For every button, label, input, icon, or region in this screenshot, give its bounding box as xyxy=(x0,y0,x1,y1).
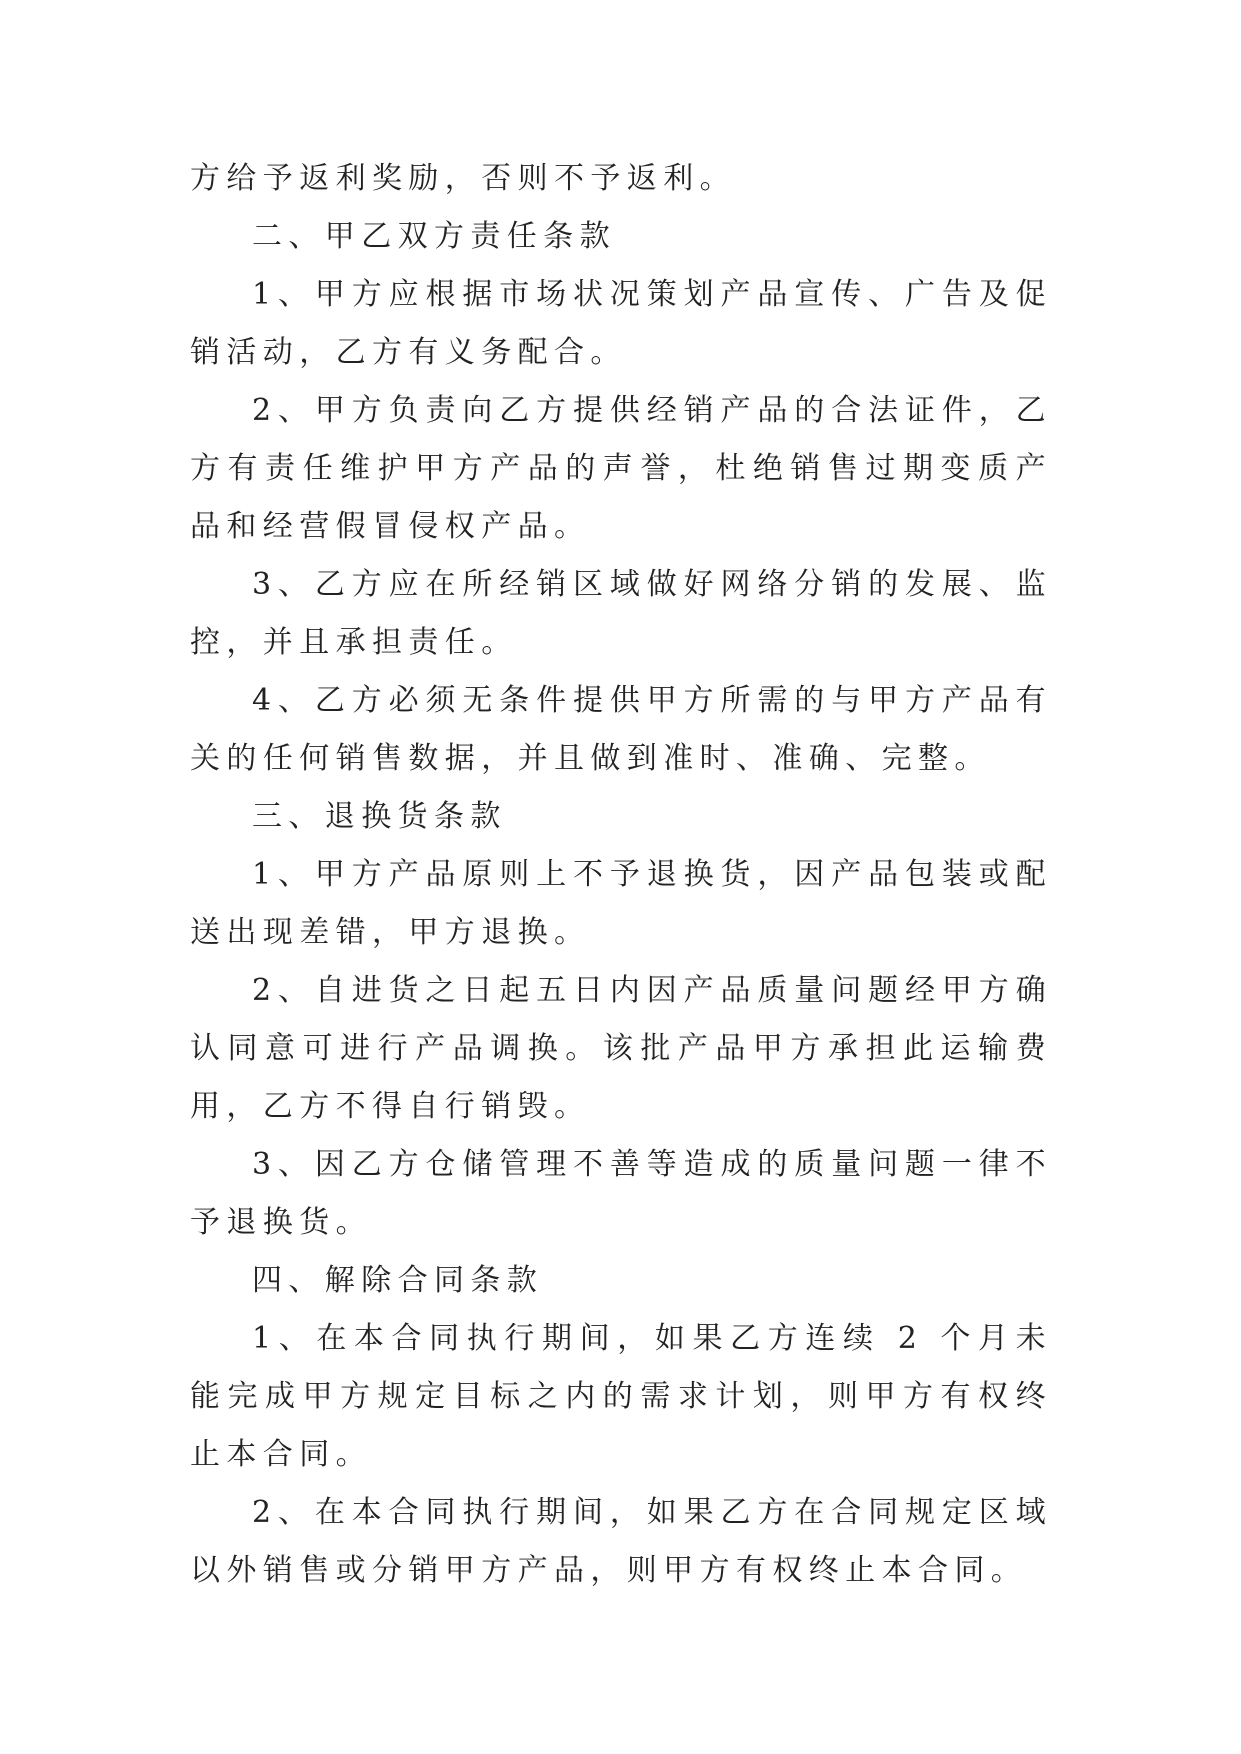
section-heading-returns: 三、退换货条款 xyxy=(252,799,507,834)
clause-region-violation: 2、在本合同执行期间，如果乙方在合同规定区域以外销售或分销甲方产品，则甲方有权终止本合同。 xyxy=(190,1495,1052,1588)
section-heading-responsibilities: 二、甲乙双方责任条款 xyxy=(252,219,616,254)
contract-body xyxy=(190,150,1052,1600)
clause-sales-data: 4、乙方必须无条件提供甲方所需的与甲方产品有关的任何销售数据，并且做到准时、准确、完整。 xyxy=(190,683,1052,776)
clause-no-returns: 1、甲方产品原则上不予退换货，因产品包装或配送出现差错，甲方退换。 xyxy=(190,857,1052,950)
clause-certificates: 2、甲方负责向乙方提供经销产品的合法证件，乙方有责任维护甲方产品的声誉，杜绝销售过期变质产品和经营假冒侵权产品。 xyxy=(190,393,1052,544)
clause-target-failure: 1、在本合同执行期间，如果乙方连续 2 个月未能完成甲方规定目标之内的需求计划，则甲方有权终止本合同。 xyxy=(190,1321,1052,1472)
clause-distribution-network: 3、乙方应在所经销区域做好网络分销的发展、监控，并且承担责任。 xyxy=(190,567,1052,660)
clause-promotion: 1、甲方应根据市场状况策划产品宣传、广告及促销活动，乙方有义务配合。 xyxy=(190,277,1052,370)
paragraph-rebate-continuation: 方给予返利奖励，否则不予返利。 xyxy=(190,161,736,196)
clause-storage-issues: 3、因乙方仓储管理不善等造成的质量问题一律不予退换货。 xyxy=(190,1147,1052,1240)
section-heading-termination: 四、解除合同条款 xyxy=(252,1263,544,1298)
clause-quality-exchange: 2、自进货之日起五日内因产品质量问题经甲方确认同意可进行产品调换。该批产品甲方承担此运输费用，乙方不得自行销毁。 xyxy=(190,973,1052,1124)
